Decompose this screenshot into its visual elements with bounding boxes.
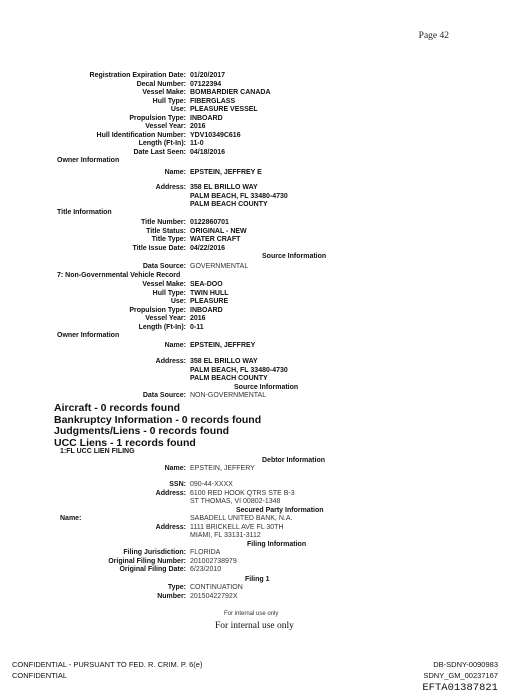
kv-value: YDV10349C616	[190, 131, 241, 139]
kv-value: 090-44-XXXX	[190, 481, 233, 488]
kv-value: 0-11	[190, 323, 204, 331]
kv-value: TWIN HULL	[190, 289, 229, 297]
kv-value: FIBERGLASS	[190, 97, 236, 105]
kv-label: Address:	[155, 489, 186, 497]
kv-label: Decal Number:	[136, 80, 186, 88]
kv-value: ST THOMAS, VI 00802-1348	[190, 498, 281, 505]
filing-info-heading: Filing Information	[247, 540, 307, 548]
kv-value: 07122394	[190, 80, 222, 88]
kv-value: 20150422792X	[190, 592, 238, 600]
kv-label: Data Source:	[142, 263, 186, 270]
kv-value: PALM BEACH, FL 33480-4730	[190, 366, 288, 374]
kv-label: Use:	[170, 298, 186, 305]
owner-info-heading: Owner Information	[57, 157, 120, 164]
kv-label: Title Issue Date:	[132, 244, 186, 252]
kv-value: PLEASURE	[190, 298, 229, 305]
footer-confidential-line-2: CONFIDENTIAL	[12, 671, 68, 680]
kv-value: INBOARD	[190, 114, 223, 122]
kv-label: Length (Ft-In):	[138, 323, 186, 331]
kv-value: CONTINUATION	[190, 584, 243, 591]
kv-label: Vessel Make:	[142, 281, 186, 288]
kv-value: ORIGINAL - NEW	[190, 227, 247, 235]
kv-label: Propulsion Type:	[129, 306, 186, 314]
kv-label: Registration Expiration Date:	[89, 72, 186, 79]
kv-value: BOMBARDIER CANADA	[190, 89, 271, 96]
kv-label: Use:	[170, 106, 186, 113]
kv-value: 358 EL BRILLO WAY	[190, 184, 258, 191]
secured-party-heading: Secured Party Information	[236, 506, 324, 514]
kv-value: 6100 RED HOOK QTRS STE B-3	[190, 489, 295, 497]
summary-ucc: UCC Liens - 1 records found	[54, 436, 196, 449]
kv-value: 11-0	[190, 140, 204, 147]
footer-efta-number: EFTA01387821	[422, 682, 498, 694]
kv-label: Vessel Make:	[142, 89, 186, 96]
kv-label: Address:	[155, 358, 186, 365]
filing-1-heading: Filing 1	[245, 575, 270, 583]
kv-label: Data Source:	[142, 392, 186, 399]
kv-value: 2016	[190, 315, 206, 322]
kv-label: Vessel Year:	[145, 315, 186, 322]
kv-value: PALM BEACH COUNTY	[190, 375, 268, 382]
source-info-heading-2: Source Information	[234, 383, 299, 391]
kv-label: Date Last Seen:	[133, 148, 186, 156]
kv-label: Filing Jurisdiction:	[123, 549, 186, 556]
kv-label: SSN:	[169, 481, 186, 488]
kv-value: 201002738979	[190, 557, 237, 565]
kv-value: 01/20/2017	[190, 72, 226, 79]
kv-label: Address:	[155, 523, 186, 531]
kv-label: Title Number:	[141, 219, 186, 226]
internal-use-serif: For internal use only	[215, 621, 294, 631]
summary-judgments: Judgments/Liens - 0 records found	[54, 425, 230, 437]
summary-aircraft: Aircraft - 0 records found	[54, 402, 181, 414]
kv-label: Hull Type:	[152, 97, 186, 105]
kv-value: SEA-DOO	[190, 281, 223, 288]
kv-value: 1111 BRICKELL AVE FL 30TH	[190, 523, 284, 531]
footer-bates-1: DB-SDNY-0090983	[433, 660, 498, 669]
title-info-heading: Title Information	[57, 209, 112, 216]
debtor-info-heading: Debtor Information	[262, 457, 325, 464]
summary-bankruptcy: Bankruptcy Information - 0 records found	[54, 413, 262, 426]
owner-info-heading-2: Owner Information	[57, 332, 120, 339]
kv-label: Name:	[164, 342, 186, 349]
kv-label: Type:	[167, 584, 186, 591]
kv-label: Name:	[164, 465, 186, 472]
ucc-filing-title: 1:FL UCC LIEN FILING	[60, 448, 135, 455]
kv-value: 2016	[190, 123, 206, 130]
kv-value: 04/22/2016	[190, 244, 226, 252]
kv-label: Title Type:	[151, 236, 186, 243]
kv-value: 04/18/2016	[190, 148, 226, 156]
nongov-record-heading: 7: Non-Governmental Vehicle Record	[57, 272, 181, 279]
kv-label: Name:	[164, 169, 186, 176]
kv-value: EPSTEIN, JEFFREY	[190, 342, 256, 349]
kv-value: WATER CRAFT	[190, 236, 241, 243]
kv-label: Vessel Year:	[145, 123, 186, 130]
kv-value: PALM BEACH, FL 33480-4730	[190, 192, 288, 200]
kv-value: 0122860701	[190, 219, 229, 226]
source-info-heading: Source Information	[262, 253, 327, 260]
kv-value: GOVERNMENTAL	[190, 263, 249, 270]
kv-value: 358 EL BRILLO WAY	[190, 358, 258, 365]
kv-value: EPSTEIN, JEFFREY E	[190, 169, 262, 176]
kv-label: Original Filing Date:	[119, 566, 186, 573]
kv-label: Length (Ft-In):	[138, 140, 186, 147]
kv-label: Name:	[60, 515, 82, 522]
kv-label: Number:	[157, 592, 186, 600]
footer-bates-2: SDNY_GM_00237167	[423, 671, 498, 680]
kv-value: NON-GOVERNMENTAL	[190, 392, 267, 399]
kv-label: Hull Identification Number:	[96, 131, 186, 139]
kv-label: Address:	[155, 184, 186, 191]
kv-value: MIAMI, FL 33131-3112	[190, 532, 261, 539]
kv-value: SABADELL UNITED BANK, N.A.	[190, 515, 293, 522]
kv-value: FLORIDA	[190, 549, 221, 556]
kv-label: Title Status:	[146, 227, 186, 235]
page-number: Page 42	[418, 31, 449, 41]
kv-value: PLEASURE VESSEL	[190, 106, 258, 113]
footer-confidential-line-1: CONFIDENTIAL - PURSUANT TO FED. R. CRIM. P. 6(e)	[12, 660, 203, 669]
kv-label: Original Filing Number:	[108, 557, 186, 565]
kv-value: EPSTEIN, JEFFERY	[190, 465, 255, 472]
kv-value: PALM BEACH COUNTY	[190, 201, 268, 208]
internal-use-small: For internal use only	[224, 611, 279, 617]
kv-label: Hull Type:	[152, 289, 186, 297]
kv-value: 6/23/2010	[190, 566, 222, 573]
kv-value: INBOARD	[190, 306, 223, 314]
kv-label: Propulsion Type:	[129, 114, 186, 122]
